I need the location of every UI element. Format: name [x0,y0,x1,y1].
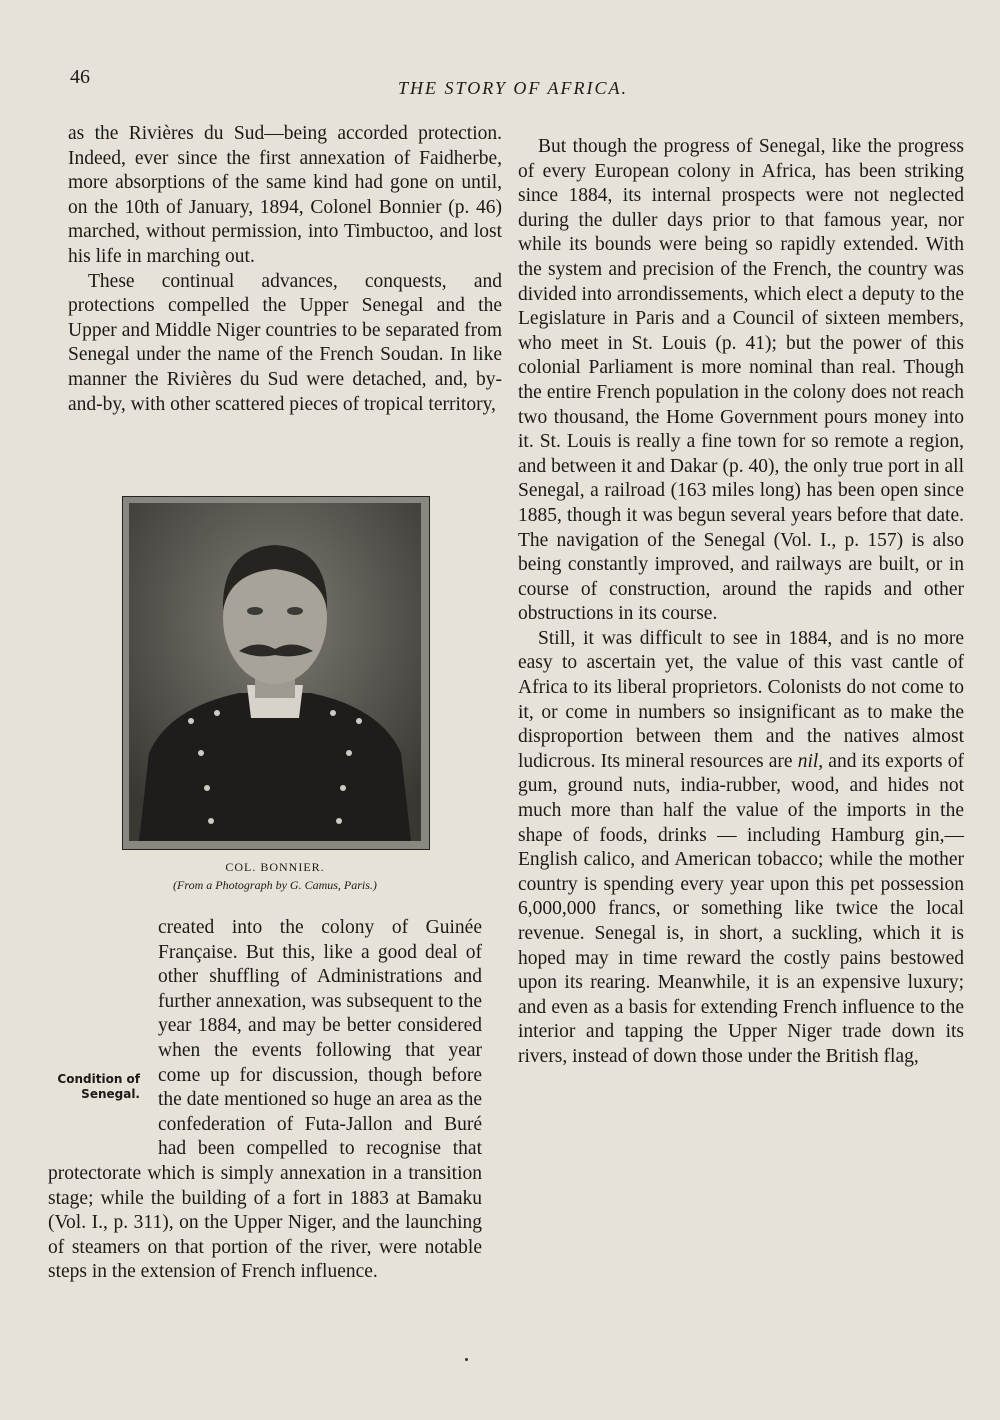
paragraph: created into the colony of Guinée Française. But this, like a good deal of other shuffling of Administrations and further annexation, was subsequent to the year 1884, and may be better considered when the events following that year come up for discussion, though before the date mentioned so huge an area as the confederation of Futa-Jallon and Buré had been compelled to recognise that protectorate which is simply annexation in a transition stage; while the building of a fort in 1883 at Bamaku (Vol. I., p. 311), on the Upper Niger, and the launching of steamers on that portion of the river, were notable steps in the extension of French influence. [48,917,482,1283]
margin-note-line: Condition of [57,1072,140,1086]
paragraph: But though the progress of Senegal, like the progress of every European colony in Africa, has been striking since 1884, its internal prospects were not neglected during the duller days prior to that famous year, nor while its bounds were being so rapidly extended. With the system and precision of the French, the country was divided into arrondissements, which elect a deputy to the Legislature in Paris and a Council of sixteen members, who meet in St. Louis (p. 41); but the power of this colonial Parliament is more nominal than real. Though the entire French population in the colony does not reach two thousand, the Home Government pours money into it. St. Louis is really a fine town for so remote a region, and between it and Dakar (p. 40), the only true port in all Senegal, a railroad (163 miles long) has been open since 1885, though it was begun several years before that date. The navigation of the Senegal (Vol. I., p. 157) is also being constantly improved, and railways are built, or in course of construction, around the rapids and other obstructions in its course. [518,136,964,625]
caption-credit: (From a Photograph by G. Camus, Paris.) [173,878,377,892]
sidenote-area [48,1070,158,1144]
paragraph [518,627,964,1070]
paragraph: These continual advances, conquests, and protections compelled the Upper Senegal and the Upper and Middle Niger countries to be separated from Senegal under the name of the French Soudan. In like manner the Rivières du Sud were detached, and, by-and-by, with other scattered pieces of tropical territory, [68,270,502,415]
figure-caption [122,858,428,894]
text-run: Still, it was difficult to see in 1884, and is no more easy to ascertain yet, the value of this vast cantle of Africa to its liberal proprietors. Colonists do not come to it, or come in numbers so insignificant as to make the disproportion between them and the natives almost ludicrous. Its mineral resources are [518,627,964,772]
left-column-top [68,122,502,417]
margin-note-line: Senegal. [81,1087,140,1101]
margin-note [48,1072,140,1102]
caption-title: COL. BONNIER. [225,860,325,874]
running-title: THE STORY OF AFRICA. [398,78,629,98]
portrait-photo [122,496,430,850]
italic-word: nil [797,750,819,772]
page-number: 46 [70,66,90,88]
stray-dot [465,1358,468,1361]
paragraph: as the Rivières du Sud—being accorded protection. Indeed, ever since the first annexation of Faidherbe, more absorptions of the same kind had gone on until, on the 10th of January, 1894, Colonel Bonnier (p. 46) marched, without permission, into Timbuctoo, and lost his life in marching out. [68,123,502,267]
left-column-bottom [48,916,482,1285]
right-column [518,135,964,1070]
portrait-illustration [129,503,421,841]
text-run: , and its exports of gum, ground nuts, india-rubber, wood, and hides not much more than half the value of the imports in the shape of foods, drinks — including Hamburg gin,—English calico, and American tobacco; while the mother country is spending every year upon this pet possession 6,000,000 francs, or something like twice the local revenue. Senegal is, in short, a suckling, which it is hoped may in time reward the costly pains bestowed upon its rearing. Meanwhile, it is an expensive luxury; and even as a basis for extending French influence to the interior and tapping the Upper Niger trade down its rivers, instead of down those under the British flag, [518,750,964,1067]
